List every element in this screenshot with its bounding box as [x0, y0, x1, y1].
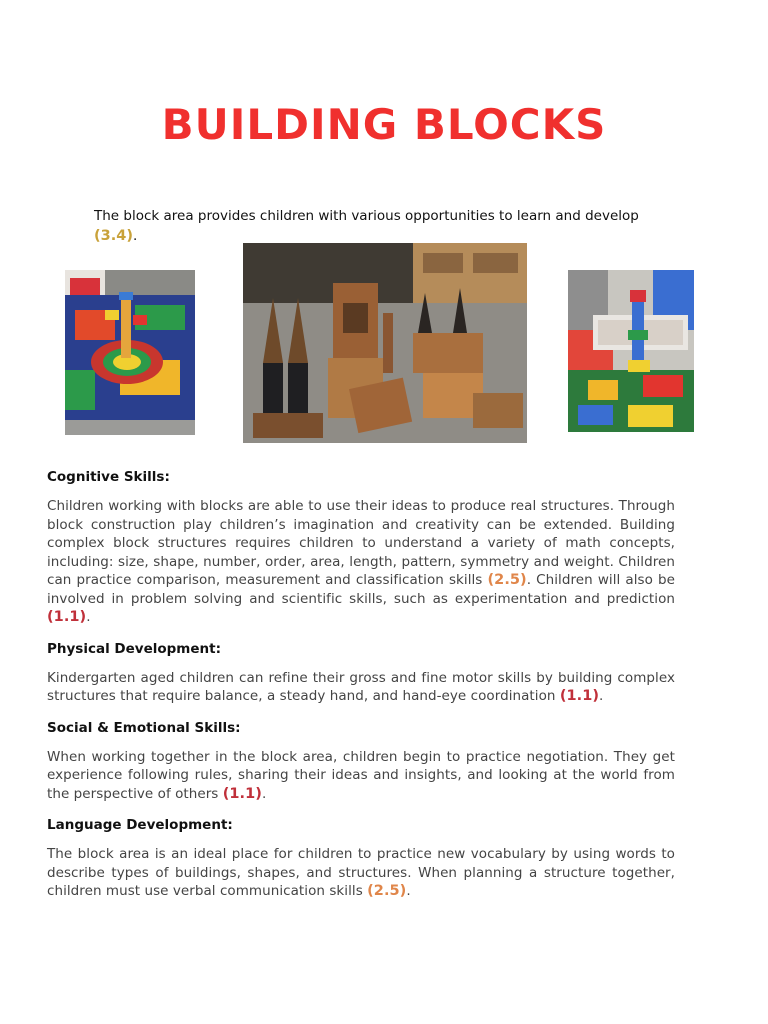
child-building-tower-photo: [568, 270, 694, 432]
physical-end: .: [599, 688, 604, 704]
social-heading: Social & Emotional Skills:: [47, 719, 241, 736]
cognitive-heading: Cognitive Skills:: [47, 469, 170, 485]
physical-text: Kindergarten aged children can refine their gross and fine motor skills by building complex structures that require balance, a steady hand, and hand-eye coordination: [47, 669, 675, 704]
page-title: BUILDING BLOCKS: [161, 100, 607, 149]
intro-text: The block area provides children with various opportunities to learn and develop: [94, 208, 639, 224]
cognitive-ref-1: (2.5): [487, 572, 527, 588]
content-body: [47, 468, 675, 914]
wooden-block-castle-photo: [243, 243, 527, 443]
cognitive-paragraph: [47, 497, 675, 627]
social-paragraph: [47, 748, 675, 804]
intro-end: .: [132, 228, 138, 244]
physical-ref: (1.1): [559, 688, 600, 704]
cognitive-end: .: [86, 609, 91, 625]
language-paragraph: [47, 845, 675, 901]
language-end: .: [406, 883, 411, 899]
physical-paragraph: [47, 669, 675, 706]
intro-paragraph: [94, 206, 694, 246]
social-end: .: [261, 785, 267, 802]
language-heading: Language Development:: [47, 817, 233, 833]
social-ref: (1.1): [222, 785, 262, 802]
cognitive-text-1: Children working with blocks are able to use their ideas to produce real structures. Through block construction play children’s imagination and creativity can be extended. Building complex block structures requires children to understand a variety of math concepts, including: size, shape, number, order, area, length, pattern, symmetry and weight. Children can practice comparison, measurement and classification skills: [47, 498, 675, 588]
cognitive-ref-2: (1.1): [47, 609, 87, 625]
language-text: The block area is an ideal place for children to practice new vocabulary by using words to describe types of buildings, shapes, and structures. When planning a structure together, children must use verbal communication skills: [47, 846, 675, 899]
social-text: When working together in the block area, children begin to practice negotiation. They get experience following rules, sharing their ideas and insights, and looking at the world from the perspective of others: [47, 748, 675, 802]
language-ref: (2.5): [367, 883, 407, 899]
cognitive-text-2: . Children will also be involved in problem solving and scientific skills, such as experimentation and prediction: [47, 572, 675, 607]
physical-heading: Physical Development:: [47, 640, 221, 657]
intro-ref: (3.4): [94, 228, 133, 244]
blocks-on-rug-photo: [65, 270, 195, 435]
